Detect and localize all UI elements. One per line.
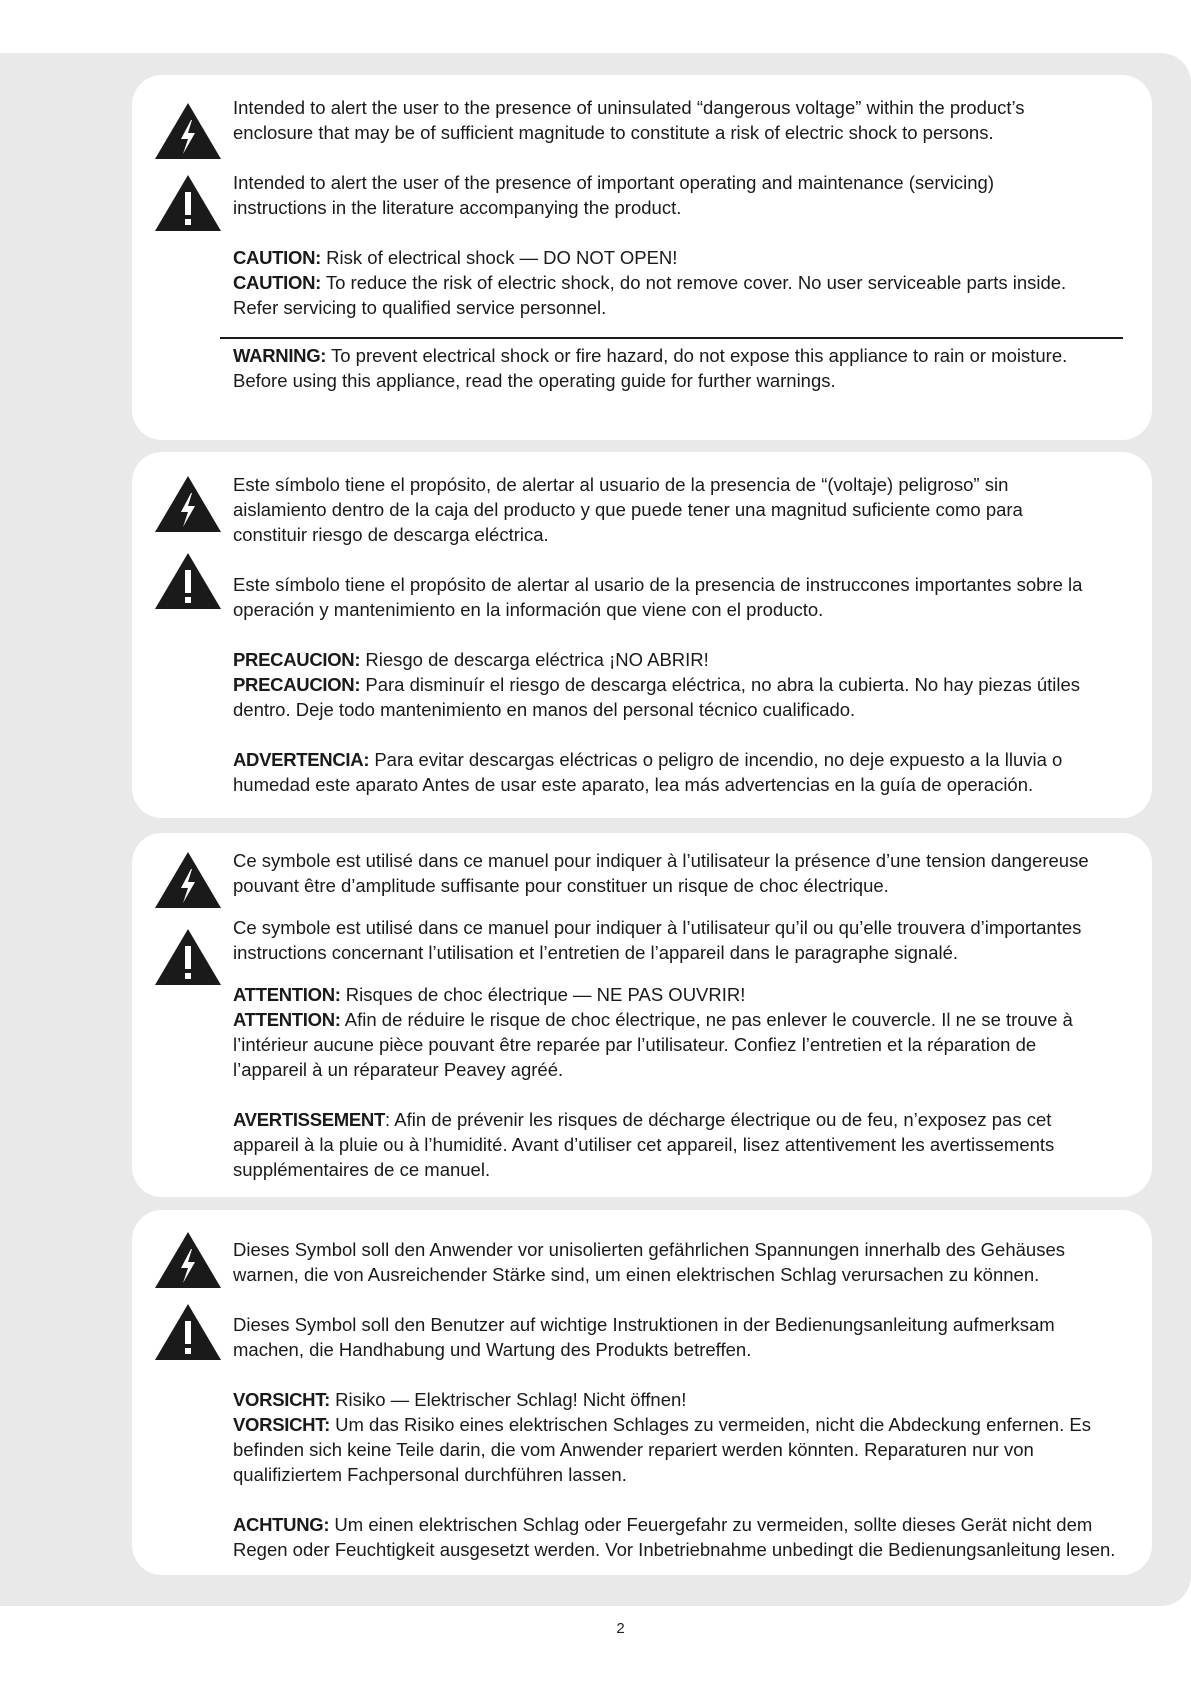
- warning-label: WARNING:: [233, 345, 327, 366]
- caution-block: CAUTION: Risk of electrical shock — DO NOT OPEN! CAUTION: To reduce the risk of electric shock, do not remove cover. No user serviceable parts inside. Refer servicing to qualified service personnel.: [233, 247, 1067, 318]
- page-number: 2: [616, 1620, 625, 1637]
- lightning-symbol-description: Intended to alert the user to the presence of uninsulated “dangerous voltage” within the product’s enclosure that may be of sufficient magnitude to constitute a risk of electric shock to persons.: [233, 97, 1025, 143]
- exclamation-symbol-description: Intended to alert the user of the presence of important operating and maintenance (servicing) instructions in the literature accompanying the product.: [233, 172, 995, 218]
- exclamation-triangle-icon: [154, 1303, 222, 1361]
- german-safety-panel: [132, 1210, 1152, 1575]
- caution-block: VORSICHT: Risiko — Elektrischer Schlag! Nicht öffnen! VORSICHT: Um das Risiko eines elektrischen Schlages zu vermeiden, nicht die Abdeckung enfernen. Es befinden sich keine Teile darin, die vom Anwender repariert werden könnten. Reparaturen nur von qualifiziertem Fachpersonal durchführen lassen.: [233, 1389, 1091, 1485]
- caution-label: ATTENTION:: [233, 1009, 341, 1030]
- lightning-symbol-description: Ce symbole est utilisé dans ce manuel pour indiquer à l’utilisateur la présence d’une tension dangereuse pouvant être d’amplitude suffisante pour constituer un risque de choc électrique.: [233, 850, 1089, 896]
- warning-label: AVERTISSEMENT: [233, 1109, 385, 1130]
- caution-label: PRECAUCION:: [233, 674, 361, 695]
- caution-label: VORSICHT:: [233, 1414, 330, 1435]
- lightning-symbol-description: Dieses Symbol soll den Anwender vor unisolierten gefährlichen Spannungen innerhalb des Gehäuses warnen, die von Ausreichender Stärke sind, um einen elektrischen Schlag verursachen zu können.: [233, 1239, 1066, 1285]
- caution-label: VORSICHT:: [233, 1389, 330, 1410]
- english-safety-panel: [132, 75, 1152, 440]
- lightning-bolt-triangle-icon: [154, 851, 222, 909]
- warning-label: ACHTUNG:: [233, 1514, 330, 1535]
- caution-label: PRECAUCION:: [233, 649, 361, 670]
- exclamation-symbol-description: Este símbolo tiene el propósito de alertar al usario de la presencia de instruccones importantes sobre la operación y mantenimiento en la información que viene con el producto.: [233, 574, 1083, 620]
- warning-block: ADVERTENCIA: Para evitar descargas eléctricas o peligro de incendio, no deje expuesto a la lluvia o humedad este aparato Antes de usar este aparato, lea más advertencias en la guía de operación.: [233, 749, 1063, 795]
- spanish-safety-panel: [132, 452, 1152, 818]
- caution-block: ATTENTION: Risques de choc électrique — NE PAS OUVRIR! ATTENTION: Afin de réduire le risque de choc électrique, ne pas enlever le couvercle. Il ne se trouve à l’intérieur aucune pièce pouvant être reparée par l’utilisateur. Confiez l’entretien et la réparation de l’appareil à un réparateur Peavey agréé.: [233, 984, 1073, 1080]
- caution-label: CAUTION:: [233, 247, 322, 268]
- exclamation-symbol-description: Dieses Symbol soll den Benutzer auf wichtige Instruktionen in der Bedienungsanleitung aufmerksam machen, die Handhabung und Wartung des Produkts betreffen.: [233, 1314, 1055, 1360]
- lightning-bolt-triangle-icon: [154, 1231, 222, 1289]
- divider: [220, 337, 1123, 339]
- caution-block: PRECAUCION: Riesgo de descarga eléctrica ¡NO ABRIR! PRECAUCION: Para disminuír el riesgo de descarga eléctrica, no abra la cubierta. No hay piezas útiles dentro. Deje todo mantenimiento en manos del personal técnico cualificado.: [233, 649, 1081, 720]
- exclamation-triangle-icon: [154, 174, 222, 232]
- warning-block: WARNING: To prevent electrical shock or fire hazard, do not expose this appliance to rain or moisture. Before using this appliance, read the operating guide for further warnings.: [233, 345, 1068, 391]
- exclamation-triangle-icon: [154, 552, 222, 610]
- warning-block: AVERTISSEMENT: Afin de prévenir les risques de décharge électrique ou de feu, n’exposez pas cet appareil à la pluie ou à l’humidité. Avant d’utiliser cet appareil, lisez attentivement les avertissements supplémentaires de ce manuel.: [233, 1109, 1055, 1180]
- warning-block: ACHTUNG: Um einen elektrischen Schlag oder Feuergefahr zu vermeiden, sollte dieses Gerät nicht dem Regen oder Feuchtigkeit ausgesetzt werden. Vor Inbetriebnahme unbedingt die Bedienungsanleitung lesen.: [233, 1514, 1116, 1560]
- lightning-bolt-triangle-icon: [154, 102, 222, 160]
- caution-label: CAUTION:: [233, 272, 322, 293]
- exclamation-symbol-description: Ce symbole est utilisé dans ce manuel pour indiquer à l’utilisateur qu’il ou qu’elle trouvera d’importantes instructions concernant l’utilisation et l’entretien de l’appareil dans le paragraphe signalé.: [233, 917, 1082, 963]
- lightning-bolt-triangle-icon: [154, 475, 222, 533]
- caution-label: ATTENTION:: [233, 984, 341, 1005]
- exclamation-triangle-icon: [154, 928, 222, 986]
- warning-label: ADVERTENCIA:: [233, 749, 370, 770]
- lightning-symbol-description: Este símbolo tiene el propósito, de alertar al usuario de la presencia de “(voltaje) peligroso” sin aislamiento dentro de la caja del producto y que puede tener una magnitud suficiente como para constituir riesgo de descarga eléctrica.: [233, 474, 1023, 545]
- french-safety-panel: [132, 833, 1152, 1197]
